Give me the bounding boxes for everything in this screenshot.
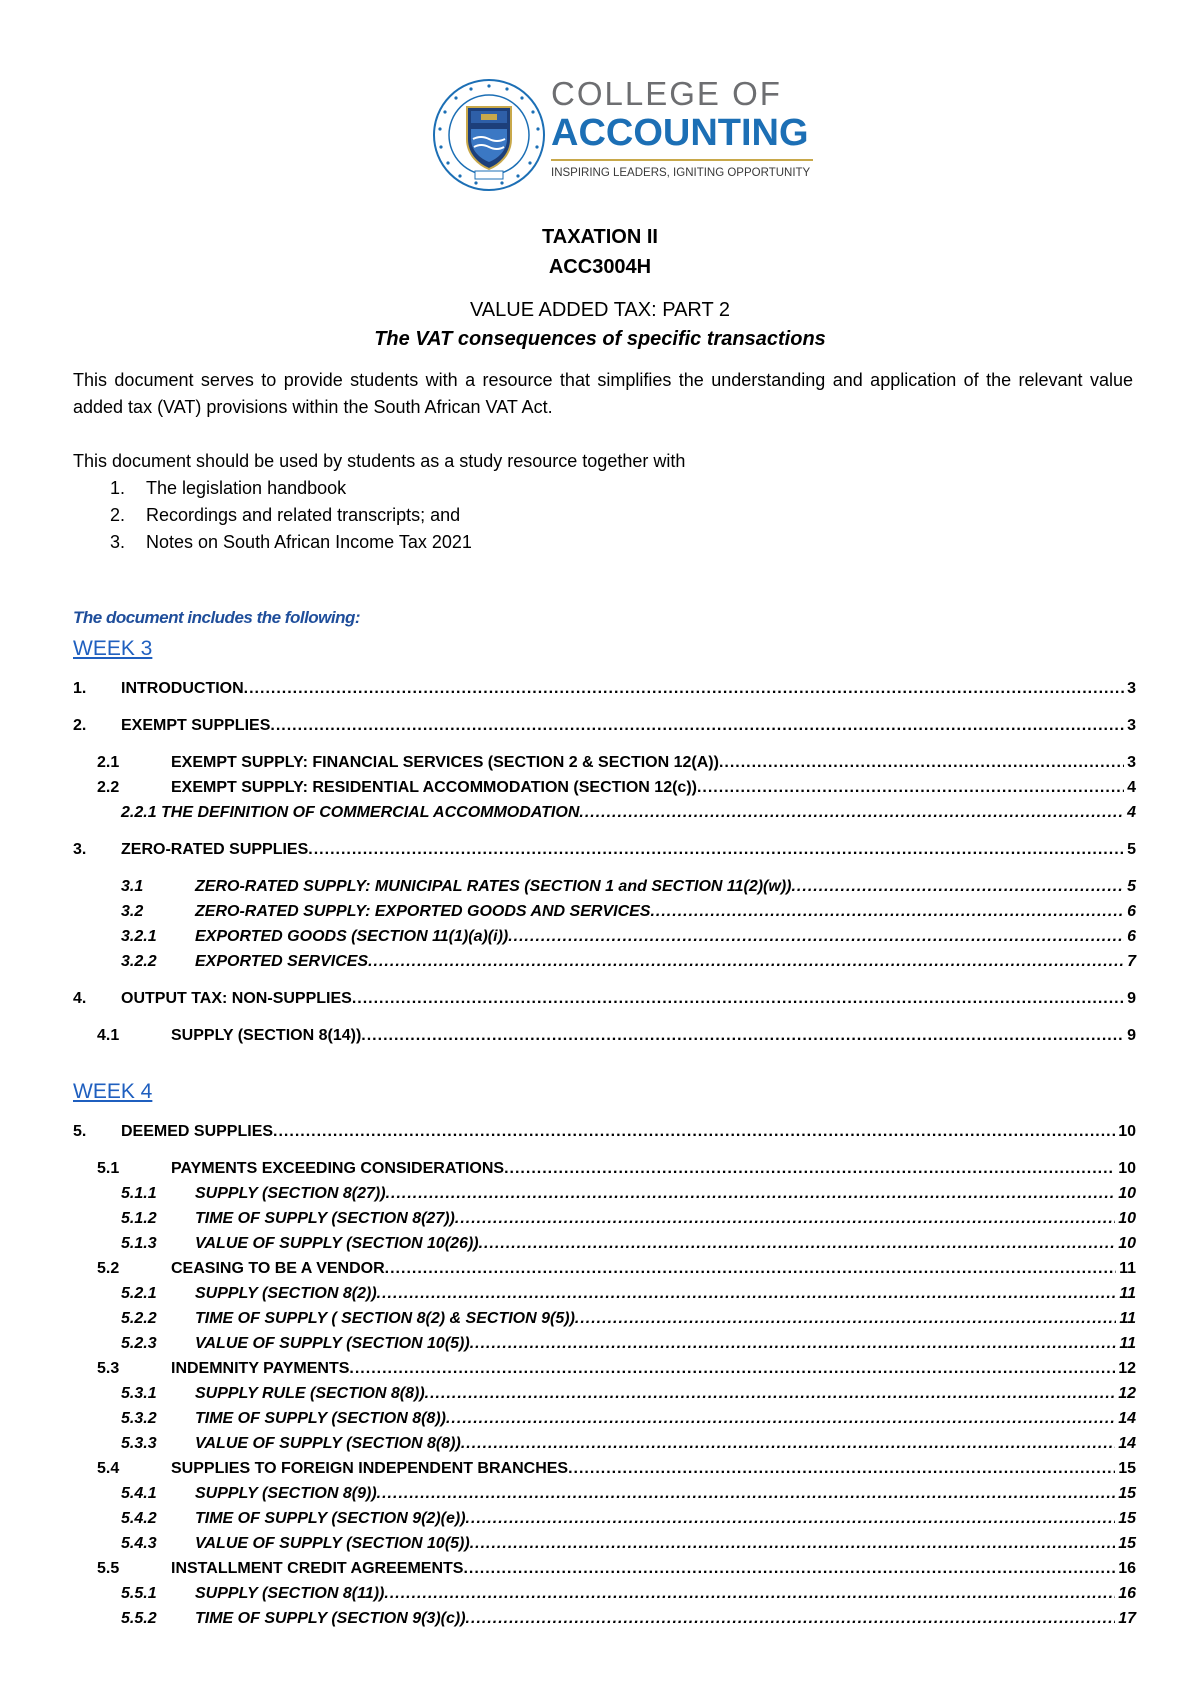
toc-entry[interactable]: 3.2 ZERO-RATED SUPPLY: EXPORTED GOODS AND SERVICES ..... 6 — [121, 901, 1136, 923]
toc-entry[interactable]: 5.3.2 TIME OF SUPPLY (SECTION 8(8)) ..... 14 — [121, 1408, 1136, 1430]
toc-entry[interactable]: 5.5.1 SUPPLY (SECTION 8(11)) ..... 16 — [121, 1583, 1136, 1605]
week-4-heading[interactable]: WEEK 4 — [73, 1080, 153, 1103]
logo-wordmark — [551, 75, 813, 179]
logo-tagline: INSPIRING LEADERS, IGNITING OPPORTUNITY — [551, 167, 811, 179]
toc-entry[interactable]: 3. ZERO-RATED SUPPLIES ..... 5 — [73, 839, 1136, 861]
list-item: 1. The legislation handbook — [110, 478, 347, 498]
toc-entry[interactable]: 5.1.1 SUPPLY (SECTION 8(27)) ..... 10 — [121, 1183, 1136, 1205]
toc-entry[interactable]: 1. INTRODUCTION ..... 3 — [73, 678, 1136, 700]
includes-heading: The document includes the following: — [73, 608, 361, 627]
toc-entry[interactable]: 5.4.1 SUPPLY (SECTION 8(9)) ..... 15 — [121, 1483, 1136, 1505]
logo-line-accounting: ACCOUNTING — [551, 112, 809, 154]
document-subtitle: The VAT consequences of specific transactions — [374, 328, 826, 350]
toc-entry[interactable]: 3.2.2 EXPORTED SERVICES ..... 7 — [121, 951, 1136, 973]
toc-entry[interactable]: 5.2.2 TIME OF SUPPLY ( SECTION 8(2) & SECTION 9(5)) ..... 11 — [121, 1308, 1136, 1330]
toc-entry[interactable]: 4. OUTPUT TAX: NON-SUPPLIES ..... 9 — [73, 988, 1136, 1010]
toc-entry[interactable]: 5.3.1 SUPPLY RULE (SECTION 8(8)) ..... 12 — [121, 1383, 1136, 1405]
toc-entry[interactable]: 5.4.3 VALUE OF SUPPLY (SECTION 10(5)) ..... 15 — [121, 1533, 1136, 1555]
course-code: ACC3004H — [548, 256, 652, 278]
toc-entry[interactable]: 2. EXEMPT SUPPLIES ..... 3 — [73, 715, 1136, 737]
resource-list — [110, 475, 1010, 556]
list-item: 3. Notes on South African Income Tax 2021 — [110, 532, 472, 552]
toc-entry[interactable]: 2.2 EXEMPT SUPPLY: RESIDENTIAL ACCOMMODATION (SECTION 12(c)) ..... 4 — [97, 777, 1136, 799]
toc-entry[interactable]: 5. DEEMED SUPPLIES ..... 10 — [73, 1121, 1136, 1143]
toc-entry[interactable]: 5.4 SUPPLIES TO FOREIGN INDEPENDENT BRANCHES ..... 15 — [97, 1458, 1136, 1480]
usage-paragraph: This document should be used by students as a study resource together with — [73, 451, 686, 471]
toc-entry[interactable]: 5.5.2 TIME OF SUPPLY (SECTION 9(3)(c)) ..... 17 — [121, 1608, 1136, 1630]
toc-entry[interactable]: 5.2.1 SUPPLY (SECTION 8(2)) ..... 11 — [121, 1283, 1136, 1305]
uct-seal-icon — [431, 77, 547, 193]
college-logo — [431, 75, 811, 195]
toc-entry[interactable]: 3.1 ZERO-RATED SUPPLY: MUNICIPAL RATES (SECTION 1 and SECTION 11(2)(w)) ..... 5 — [121, 876, 1136, 898]
toc-entry[interactable]: 5.1.2 TIME OF SUPPLY (SECTION 8(27)) ..... 10 — [121, 1208, 1136, 1230]
week-3-heading[interactable]: WEEK 3 — [73, 637, 153, 660]
intro-paragraph: This document serves to provide students with a resource that simplifies the understanding and application of the relevant value added tax (VAT) provisions within the South African VAT Act. — [73, 370, 1133, 417]
toc-entry[interactable]: 5.1 PAYMENTS EXCEEDING CONSIDERATIONS ..... 10 — [97, 1158, 1136, 1180]
toc-entry[interactable]: 5.2.3 VALUE OF SUPPLY (SECTION 10(5)) ..... 11 — [121, 1333, 1136, 1355]
toc-entry[interactable]: 4.1 SUPPLY (SECTION 8(14)) ..... 9 — [97, 1025, 1136, 1047]
toc-entry[interactable]: 5.2 CEASING TO BE A VENDOR ..... 11 — [97, 1258, 1136, 1280]
toc-entry[interactable]: 3.2.1 EXPORTED GOODS (SECTION 11(1)(a)(i)) ..... 6 — [121, 926, 1136, 948]
toc-entry[interactable]: 5.4.2 TIME OF SUPPLY (SECTION 9(2)(e)) ..... 15 — [121, 1508, 1136, 1530]
list-item: 2. Recordings and related transcripts; and — [110, 505, 461, 525]
logo-divider — [551, 159, 813, 161]
toc-entry[interactable]: 5.3 INDEMNITY PAYMENTS ..... 12 — [97, 1358, 1136, 1380]
toc-entry[interactable]: 2.2.1 THE DEFINITION OF COMMERCIAL ACCOMMODATION ..... 4 — [121, 802, 1136, 824]
logo-line-college-of: COLLEGE OF — [551, 75, 782, 112]
toc-entry[interactable]: 5.5 INSTALLMENT CREDIT AGREEMENTS ..... 16 — [97, 1558, 1136, 1580]
toc-entry[interactable]: 2.1 EXEMPT SUPPLY: FINANCIAL SERVICES (SECTION 2 & SECTION 12(A)) ..... 3 — [97, 752, 1136, 774]
document-title: VALUE ADDED TAX: PART 2 — [469, 299, 731, 321]
course-name: TAXATION II — [542, 226, 658, 248]
toc-entry[interactable]: 5.1.3 VALUE OF SUPPLY (SECTION 10(26)) ..... 10 — [121, 1233, 1136, 1255]
toc-entry[interactable]: 5.3.3 VALUE OF SUPPLY (SECTION 8(8)) ..... 14 — [121, 1433, 1136, 1455]
